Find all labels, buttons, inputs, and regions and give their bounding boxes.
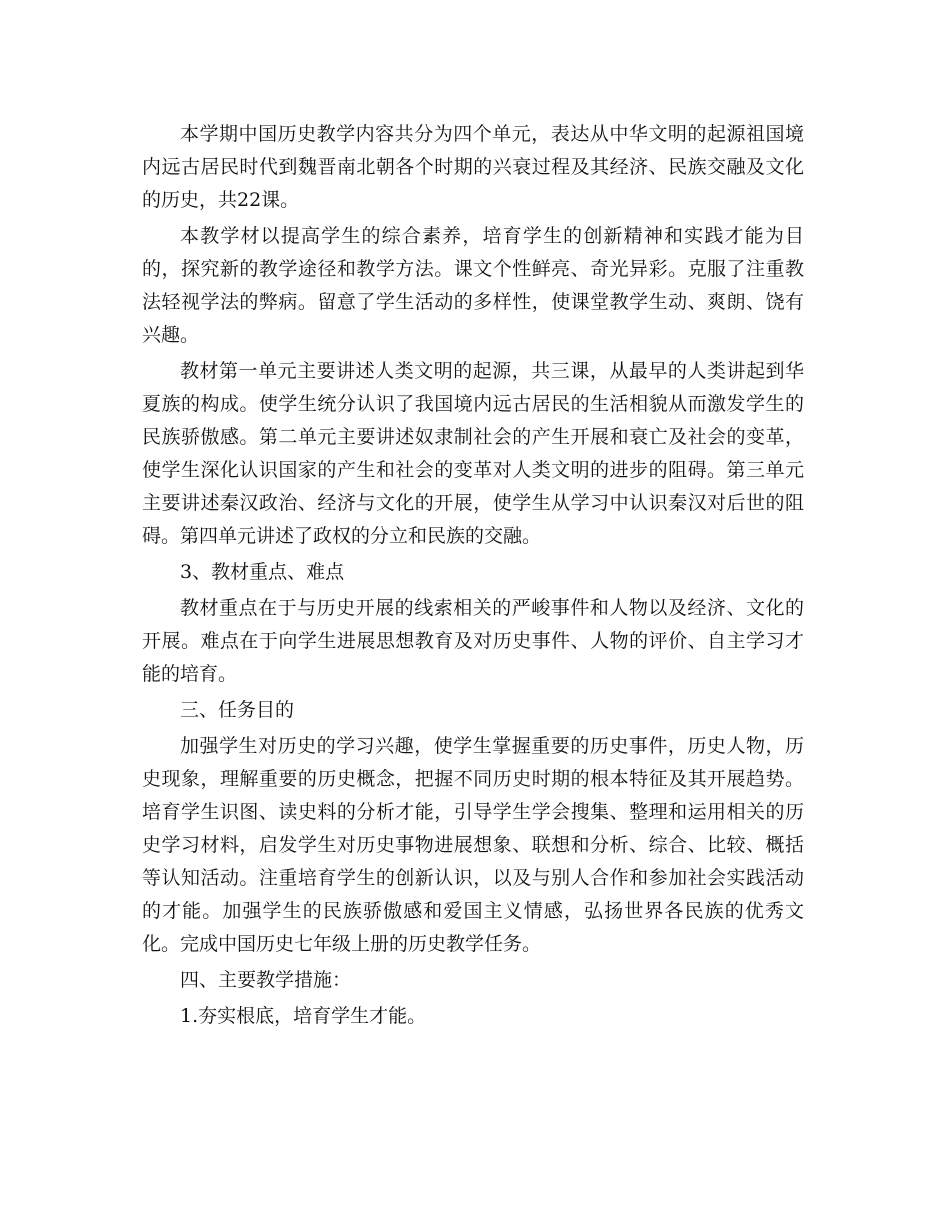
heading-objectives: 三、任务目的 xyxy=(180,699,295,721)
heading-key-points: 3、教材重点、难点 xyxy=(180,561,345,583)
document-body xyxy=(142,118,804,1036)
paragraph-textbook-features: 本教学材以提高学生的综合素养，培育学生的创新精神和实践才能为目的，探究新的教学途径和教学方法。课文个性鲜亮、奇光异彩。克服了注重教法轻视学法的弊病。留意了学生活动的多样性，使课堂教学生动、爽朗、饶有兴趣。 xyxy=(142,225,804,346)
paragraph-unit-summary: 教材第一单元主要讲述人类文明的起源，共三课，从最早的人类讲起到华夏族的构成。使学生统分认识了我国境内远古居民的生活相貌从而激发学生的民族骄傲感。第二单元主要讲述奴隶制社会的产生开展和衰亡及社会的变革，使学生深化认识国家的产生和社会的变革对人类文明的进步的阻碍。第三单元主要讲述秦汉政治、经济与文化的开展，使学生从学习中认识秦汉对后世的阻碍。第四单元讲述了政权的分立和民族的交融。 xyxy=(142,360,804,547)
heading-teaching-measures: 四、主要教学措施： xyxy=(180,969,352,991)
paragraph-course-overview: 本学期中国历史教学内容共分为四个单元，表达从中华文明的起源祖国境内远古居民时代到魏晋南北朝各个时期的兴衰过程及其经济、民族交融及文化的历史，共22课。 xyxy=(142,123,804,211)
paragraph-objectives: 加强学生对历史的学习兴趣，使学生掌握重要的历史事件，历史人物，历史现象，理解重要的历史概念，把握不同历史时期的根本特征及其开展趋势。培育学生识图、读史料的分析才能，引导学生学会搜集、整理和运用相关的历史学习材料，启发学生对历史事物进展想象、联想和分析、综合、比较、概括等认知活动。注重培育学生的创新认识，以及与别人合作和参加社会实践活动的才能。加强学生的民族骄傲感和爱国主义情感，弘扬世界各民族的优秀文化。完成中国历史七年级上册的历史教学任务。 xyxy=(142,735,804,955)
paragraph-key-points: 教材重点在于与历史开展的线索相关的严峻事件和人物以及经济、文化的开展。难点在于向学生进展思想教育及对历史事件、人物的评价、自主学习才能的培育。 xyxy=(142,597,804,685)
list-item-measure-1: 1.夯实根底，培育学生才能。 xyxy=(180,1005,427,1027)
